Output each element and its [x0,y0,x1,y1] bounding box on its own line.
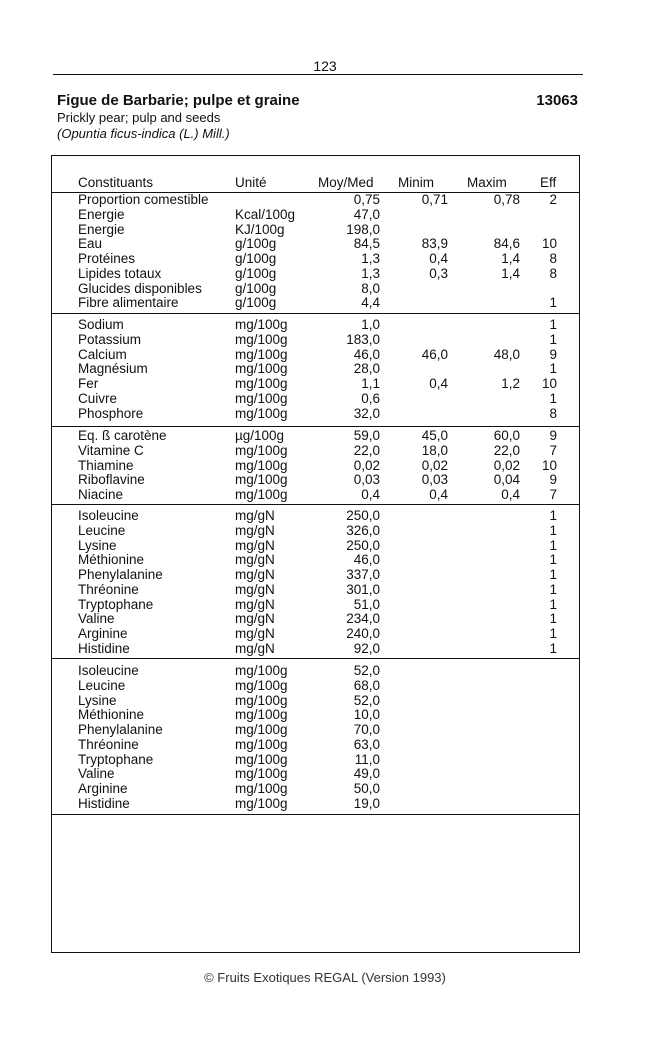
constituent-cell: Fer [78,376,99,391]
mean-cell: 198,0 [346,221,380,237]
max-cell: 1,4 [501,265,520,281]
constituent-cell: Potassium [78,331,142,347]
mean-cell: 240,0 [346,626,380,641]
eff-cell: 8 [549,251,557,266]
min-cell: 0,02 [421,457,448,473]
eff-cell: 10 [541,457,557,473]
table-row [0,317,650,332]
unit-cell: mg/gN [235,537,275,553]
unit-cell: Kcal/100g [235,206,296,222]
unit-cell: mg/100g [235,707,288,723]
header-unit: Unité [235,175,267,190]
min-cell: 18,0 [421,442,448,458]
constituent-cell: Lysine [78,692,117,708]
mean-cell: 50,0 [353,781,380,796]
unit-cell: mg/gN [235,626,275,641]
mean-cell: 51,0 [353,596,380,612]
table-row [0,707,650,722]
constituent-cell: Isoleucine [78,663,139,678]
header-mean: Moy/Med [318,175,374,190]
table-row [0,192,650,207]
mean-cell: 47,0 [353,206,380,222]
table-row [0,626,650,641]
max-cell: 0,04 [493,472,520,488]
table-row [0,361,650,376]
constituent-cell: Eq. ß carotène [78,428,167,443]
unit-cell: mg/100g [235,346,288,362]
unit-cell: µg/100g [235,428,285,443]
table-row [0,766,650,781]
constituent-cell: Valine [78,611,115,627]
min-cell: 0,4 [429,487,448,502]
mean-cell: 0,6 [361,390,380,406]
mean-cell: 32,0 [353,405,380,421]
unit-cell: mg/gN [235,552,275,568]
constituent-cell: Sodium [78,317,124,332]
mean-cell: 84,5 [353,236,380,252]
table-row [0,567,650,582]
unit-cell: KJ/100g [235,221,285,237]
mean-cell: 63,0 [353,736,380,752]
constituent-cell: Arginine [78,626,128,641]
mean-cell: 10,0 [353,707,380,723]
mean-cell: 68,0 [353,677,380,693]
constituent-cell: Magnésium [78,361,148,377]
unit-cell: mg/100g [235,405,288,421]
mean-cell: 0,03 [353,472,380,488]
eff-cell: 1 [549,295,557,311]
unit-cell: mg/100g [235,376,288,391]
mean-cell: 1,3 [361,251,380,266]
constituent-cell: Leucine [78,522,126,538]
constituent-cell: Tryptophane [78,596,154,612]
constituent-cell: Histidine [78,795,130,811]
constituent-cell: Leucine [78,677,126,693]
eff-cell: 10 [541,236,557,252]
constituent-cell: Energie [78,221,125,237]
table-row [0,251,650,266]
group-separator [51,814,580,815]
eff-cell: 7 [549,442,557,458]
table-row [0,678,650,693]
mean-cell: 49,0 [353,766,380,782]
eff-cell: 1 [549,317,557,332]
mean-cell: 59,0 [353,428,380,443]
constituent-cell: Riboflavine [78,472,145,488]
table-row [0,391,650,406]
max-cell: 22,0 [493,442,520,458]
unit-cell: g/100g [235,295,277,311]
eff-cell: 7 [549,487,557,502]
unit-cell: mg/gN [235,508,275,523]
mean-cell: 1,0 [361,317,380,332]
table-row [0,472,650,487]
eff-cell: 9 [549,346,557,362]
min-cell: 0,71 [421,192,448,207]
unit-cell: mg/100g [235,751,288,767]
header-constituent: Constituants [78,175,154,190]
eff-cell: 1 [549,581,557,597]
food-title: Figue de Barbarie; pulpe et graine [57,92,300,109]
constituent-cell: Cuivre [78,390,118,406]
min-cell: 0,4 [429,251,448,266]
constituent-cell: Phenylalanine [78,722,163,737]
table-row [0,796,650,811]
unit-cell: mg/100g [235,457,288,473]
mean-cell: 70,0 [353,722,380,737]
eff-cell: 9 [549,472,557,488]
unit-cell: g/100g [235,280,277,296]
eff-cell: 8 [549,405,557,421]
table-row [0,266,650,281]
table-row [0,376,650,391]
mean-cell: 19,0 [353,795,380,811]
constituent-cell: Calcium [78,346,127,362]
table-row [0,347,650,362]
unit-cell: mg/100g [235,317,288,332]
constituent-cell: Niacine [78,487,124,502]
unit-cell: g/100g [235,251,277,266]
constituent-cell: Phenylalanine [78,567,163,582]
header-eff: Eff [540,175,557,190]
mean-cell: 1,1 [361,376,380,391]
constituent-cell: Méthionine [78,552,145,568]
max-cell: 48,0 [493,346,520,362]
constituent-cell: Valine [78,766,115,782]
constituent-cell: Histidine [78,640,130,656]
unit-cell: mg/100g [235,766,288,782]
constituent-cell: Méthionine [78,707,145,723]
constituent-cell: Energie [78,206,125,222]
mean-cell: 52,0 [353,663,380,678]
constituent-cell: Thréonine [78,581,139,597]
table-row [0,722,650,737]
english-name: Prickly pear; pulp and seeds [57,110,221,125]
min-cell: 46,0 [421,346,448,362]
eff-cell: 9 [549,428,557,443]
eff-cell: 1 [549,552,557,568]
unit-cell: mg/100g [235,736,288,752]
constituent-cell: Phosphore [78,405,144,421]
constituent-cell: Isoleucine [78,508,139,523]
max-cell: 84,6 [493,236,520,252]
table-row [0,222,650,237]
unit-cell: mg/gN [235,581,275,597]
unit-cell: mg/gN [235,640,275,656]
table-row [0,207,650,222]
eff-cell: 2 [549,192,557,207]
constituent-cell: Tryptophane [78,751,154,767]
constituent-cell: Arginine [78,781,128,796]
unit-cell: mg/100g [235,677,288,693]
table-row [0,641,650,656]
max-cell: 1,2 [501,376,520,391]
constituent-cell: Proportion comestible [78,192,209,207]
eff-cell: 1 [549,596,557,612]
unit-cell: mg/gN [235,567,275,582]
mean-cell: 337,0 [346,567,380,582]
latin-name: (Opuntia ficus-indica (L.) Mill.) [57,126,230,141]
copyright-footer: © Fruits Exotiques REGAL (Version 1993) [204,970,446,985]
max-cell: 0,4 [501,487,520,502]
food-code: 13063 [536,92,578,109]
constituent-cell: Protéines [78,251,136,266]
table-row [0,487,650,502]
unit-cell: mg/gN [235,611,275,627]
table-row [0,611,650,626]
table-row [0,582,650,597]
min-cell: 0,4 [429,376,448,391]
page-number: 123 [313,58,337,74]
table-row [0,737,650,752]
unit-cell: g/100g [235,265,277,281]
max-cell: 60,0 [493,428,520,443]
mean-cell: 250,0 [346,537,380,553]
table-row [0,523,650,538]
unit-cell: mg/gN [235,522,275,538]
min-cell: 0,3 [429,265,448,281]
table-row [0,236,650,251]
eff-cell: 1 [549,537,557,553]
eff-cell: 1 [549,567,557,582]
eff-cell: 1 [549,640,557,656]
table-row [0,443,650,458]
unit-cell: mg/100g [235,331,288,347]
group-separator [51,504,580,505]
table-row [0,458,650,473]
header-min: Minim [398,175,434,190]
eff-cell: 10 [541,376,557,391]
constituent-cell: Thiamine [78,457,134,473]
eff-cell: 8 [549,265,557,281]
unit-cell: mg/100g [235,472,288,488]
unit-cell: mg/gN [235,596,275,612]
mean-cell: 0,75 [353,192,380,207]
eff-cell: 1 [549,508,557,523]
unit-cell: mg/100g [235,722,288,737]
eff-cell: 1 [549,522,557,538]
constituent-cell: Lipides totaux [78,265,162,281]
eff-cell: 1 [549,331,557,347]
table-row [0,693,650,708]
table-row [0,663,650,678]
unit-cell: mg/100g [235,361,288,377]
constituent-cell: Thréonine [78,736,139,752]
header-rule [53,74,583,75]
unit-cell: g/100g [235,236,277,252]
table-row [0,281,650,296]
table-row [0,781,650,796]
mean-cell: 28,0 [353,361,380,377]
mean-cell: 11,0 [354,751,380,767]
min-cell: 45,0 [421,428,448,443]
mean-cell: 183,0 [346,331,380,347]
group-separator [51,658,580,659]
unit-cell: mg/100g [235,795,288,811]
eff-cell: 1 [549,611,557,627]
unit-cell: mg/100g [235,487,288,502]
min-cell: 83,9 [421,236,448,252]
min-cell: 0,03 [421,472,448,488]
group-separator [51,426,580,427]
constituent-cell: Glucides disponibles [78,280,202,296]
mean-cell: 0,02 [353,457,380,473]
mean-cell: 250,0 [346,508,380,523]
unit-cell: mg/100g [235,390,288,406]
constituent-cell: Eau [78,236,103,252]
table-row [0,538,650,553]
table-row [0,597,650,612]
table-row [0,752,650,767]
mean-cell: 22,0 [353,442,380,458]
max-cell: 0,02 [493,457,520,473]
header-max: Maxim [467,175,507,190]
unit-cell: mg/100g [235,442,288,458]
mean-cell: 234,0 [346,611,380,627]
table-row [0,332,650,347]
mean-cell: 52,0 [353,692,380,708]
eff-cell: 1 [549,626,557,641]
table-row [0,552,650,567]
eff-cell: 1 [549,361,557,377]
mean-cell: 301,0 [346,581,380,597]
eff-cell: 1 [549,390,557,406]
constituent-cell: Lysine [78,537,117,553]
max-cell: 0,78 [493,192,520,207]
mean-cell: 46,0 [353,346,380,362]
unit-cell: mg/100g [235,781,288,796]
mean-cell: 1,3 [361,265,380,281]
max-cell: 1,4 [501,251,520,266]
unit-cell: mg/100g [235,692,288,708]
constituent-cell: Fibre alimentaire [78,295,179,311]
table-row [0,295,650,310]
constituent-cell: Vitamine C [78,442,144,458]
mean-cell: 4,4 [361,295,380,311]
table-row [0,428,650,443]
table-row [0,508,650,523]
group-separator [51,313,580,314]
mean-cell: 8,0 [361,280,380,296]
unit-cell: mg/100g [235,663,288,678]
mean-cell: 92,0 [353,640,380,656]
mean-cell: 0,4 [361,487,380,502]
table-row [0,406,650,421]
mean-cell: 326,0 [346,522,380,538]
mean-cell: 46,0 [353,552,380,568]
